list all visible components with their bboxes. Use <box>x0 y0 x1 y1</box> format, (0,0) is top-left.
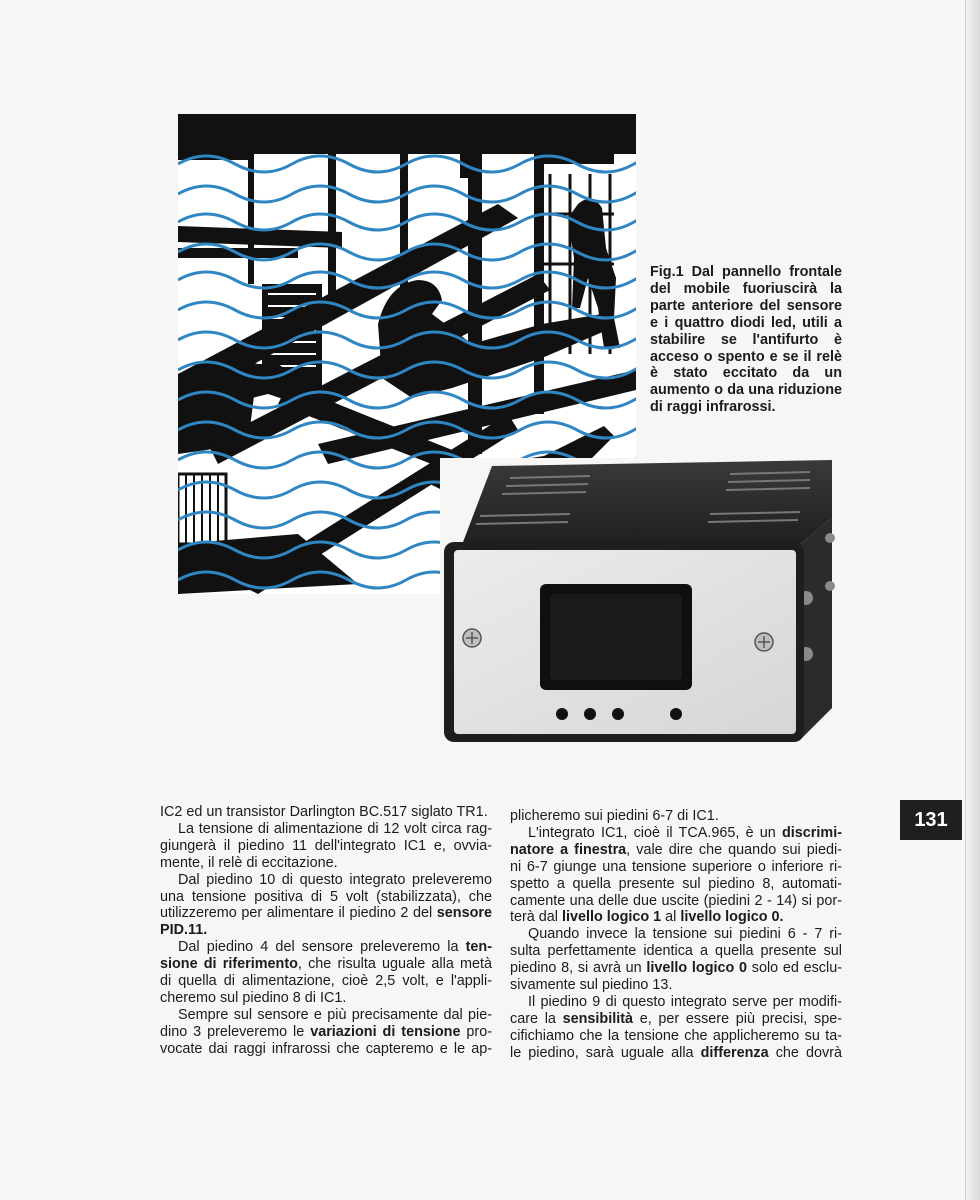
sensor-box-photo <box>440 458 842 746</box>
text-run: Dal piedino 4 del sensore preleveremo la <box>178 939 466 956</box>
text-run: . <box>203 922 208 939</box>
bold-term: sione di riferimento <box>160 956 298 973</box>
text-run: piedino 8, si avrà un <box>510 960 647 977</box>
text-line <box>510 960 842 977</box>
figure-caption: Fig.1 Dal pannello frontale del mobile fuoriuscirà la parte anteriore del sensore e i quattro diodi led, utili a stabilire se l'antifurto è acceso o spento e se il relè è stato eccitato da un aumento o da una riduzione di raggi infrarossi. <box>650 264 842 416</box>
text-run: al <box>661 909 681 926</box>
bold-term: livello logico 1 <box>562 909 662 926</box>
text-run: . <box>779 909 784 926</box>
text-line: una tensione positiva di 5 volt (stabilizzata), che <box>160 888 492 905</box>
bold-term: sensore <box>436 905 492 922</box>
text-line <box>160 939 492 956</box>
page-edge <box>966 0 980 1200</box>
bold-term: ten- <box>465 939 492 956</box>
text-line: Il piedino 9 di questo integrato serve per modifi- <box>528 993 842 1010</box>
text-line <box>510 1011 842 1028</box>
text-line <box>160 905 492 922</box>
text-line: mente, il relè di eccitazione. <box>160 854 338 871</box>
bold-term: natore a finestra <box>510 841 627 858</box>
bold-term: livello logico 0 <box>646 960 748 977</box>
text-line: camente una delle due uscite (piedini 2 - 14) si por- <box>510 892 842 909</box>
right-column <box>510 808 842 1062</box>
text-line: sivamente sul piedino 13. <box>510 977 673 994</box>
text-line: Sempre sul sensore e più precisamente dal pie- <box>178 1006 492 1023</box>
text-run: , vale dire che quando sui piedi- <box>626 841 842 858</box>
bold-term: discrimi- <box>782 824 842 841</box>
text-line <box>510 825 842 842</box>
left-column <box>160 804 492 1058</box>
text-line <box>510 1045 842 1062</box>
text-line <box>160 956 492 973</box>
text-run: L'integrato IC1, cioè il TCA.965, è un <box>528 824 783 841</box>
text-run: le piedino, sarà uguale alla <box>510 1044 701 1061</box>
page-number: 131 <box>900 800 962 840</box>
text-run: che dovrà <box>768 1044 842 1061</box>
text-line <box>510 909 842 926</box>
text-line <box>510 842 842 859</box>
text-line: spetto a quella presente sul piedino 8, automati- <box>510 875 842 892</box>
text-line: plicheremo sui piedini 6-7 di IC1. <box>510 808 719 824</box>
text-run: e, per essere più precisi, spe- <box>633 1010 842 1027</box>
bold-term: sensibilità <box>562 1010 633 1027</box>
text-line: Dal piedino 10 di questo integrato preleveremo <box>178 871 492 888</box>
text-line: cifichiamo che la tensione che applicheremo su ta- <box>510 1027 842 1044</box>
text-line: La tensione di alimentazione di 12 volt circa rag- <box>178 820 492 837</box>
text-run: utilizzeremo per alimentare il piedino 2 del <box>160 905 437 922</box>
text-run: terà dal <box>510 909 562 926</box>
bold-term: livello logico 0 <box>680 909 780 926</box>
bold-term: differenza <box>700 1044 769 1061</box>
page-edge-line <box>965 0 966 1200</box>
text-run: solo ed esclu- <box>747 960 842 977</box>
text-run: pro- <box>460 1023 492 1040</box>
text-run: care la <box>510 1010 563 1027</box>
text-line: Quando invece la tensione sui piedini 6 - 7 ri- <box>528 926 842 943</box>
text-line <box>160 1024 492 1041</box>
bold-term: variazioni di tensione <box>310 1023 461 1040</box>
text-line: giungerà il piedino 11 dell'integrato IC1 e, ovvia- <box>160 837 492 854</box>
text-run: , che risulta uguale alla metà <box>297 956 492 973</box>
text-run: dino 3 preleveremo le <box>160 1023 311 1040</box>
text-line: cheremo sul piedino 8 di IC1. <box>160 989 347 1006</box>
text-line: sulta perfettamente identica a quella presente sul <box>510 943 842 960</box>
text-line: ni 6-7 giunge una tensione superiore o inferiore ri- <box>510 858 842 875</box>
bold-term: PID.11 <box>160 922 204 939</box>
text-line: vocate dai raggi infrarossi che capteremo e le ap- <box>160 1040 492 1057</box>
text-line <box>160 922 492 939</box>
text-line: di quella di alimentazione, cioè 2,5 volt, e l'appli- <box>160 973 492 990</box>
text-line: IC2 ed un transistor Darlington BC.517 siglato TR1. <box>160 804 488 820</box>
